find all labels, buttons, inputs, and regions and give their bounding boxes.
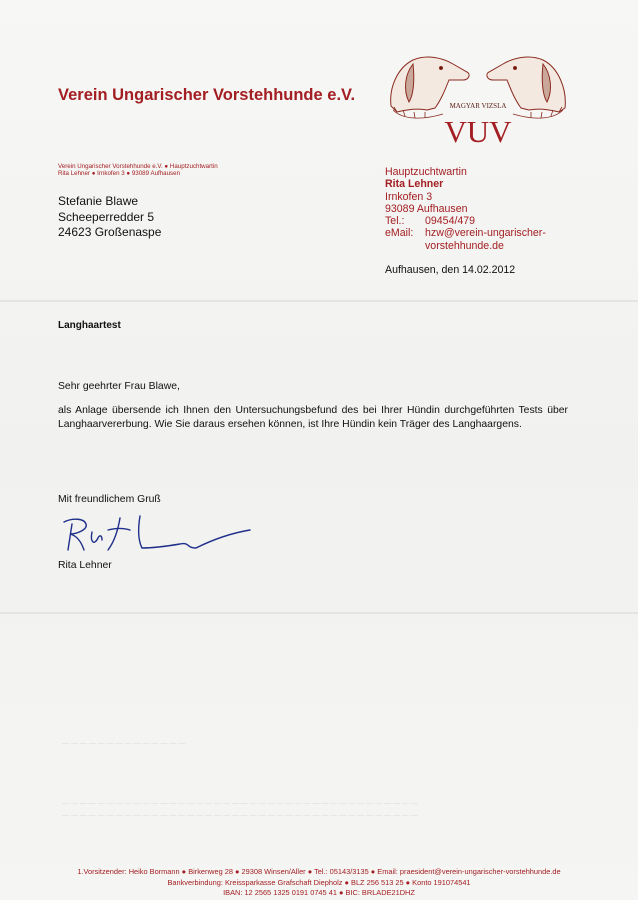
logo-banner-text: MAGYAR VIZSLA (449, 102, 507, 110)
signer-name: Rita Lehner (58, 560, 112, 571)
footer-line-1: 1.Vorsitzender: Heiko Bormann ● Birkenweg 28 ● 29308 Winsen/Aller ● Tel.: 05143/3135 ● Email: praesident@verein-ungarischer-vorstehhunde.de (77, 867, 561, 876)
contact-name: Rita Lehner (385, 178, 444, 191)
closing: Mit freundlichem Gruß (58, 494, 161, 505)
show-through-text: — — — — — — — — — — — — — — — — — — — — — — — — — — — — — — — — — — — — — — — — (62, 812, 418, 819)
tel-value: 09454/479 (425, 215, 476, 228)
show-through-text: — — — — — — — — — — — — — — — — — — — — — — — — — — — — — — — — — — — — — — — — (62, 800, 418, 807)
sender-return-address (58, 163, 218, 177)
signature-image (58, 508, 258, 558)
email-label: eMail: (385, 227, 414, 240)
footer-line-2: Bankverbindung: Kreissparkasse Grafschaft Diepholz ● BLZ 256 513 25 ● Konto 191074541 (167, 877, 471, 887)
recipient-street: Scheeperredder 5 (58, 209, 155, 224)
recipient-name: Stefanie Blawe (58, 194, 139, 208)
email-value-line-2: vorstehhunde.de (425, 239, 504, 252)
contact-city: 93089 Aufhausen (385, 202, 468, 215)
logo-abbreviation: VUV (444, 114, 512, 148)
contact-street: Irnkofen 3 (385, 190, 433, 203)
date-line: Aufhausen, den 14.02.2012 (385, 264, 516, 276)
contact-role: Hauptzuchtwartin (385, 166, 467, 178)
footer-line-3: IBAN: 12 2565 1325 0191 0745 41 ● BIC: BRLADE21DHZ (223, 888, 415, 898)
vizsla-logo (383, 50, 573, 148)
email-value (425, 227, 546, 252)
letter-body: als Anlage übersende ich Ihnen den Untersuchungsbefund des bei Ihrer Hündin durchgeführten Tests über Langhaarvererbung. Wie Sie daraus ersehen können, ist Ihre Hündin kein Träger des Langhaargens. (58, 405, 568, 430)
paper-fold (0, 612, 638, 614)
sender-line-2: Rita Lehner ● Irnkofen 3 ● 93089 Aufhausen (58, 170, 181, 177)
organization-name: Verein Ungarischer Vorstehhunde e.V. (58, 86, 356, 104)
letter-subject: Langhaartest (58, 320, 121, 331)
tel-label: Tel.: (385, 215, 405, 228)
show-through-text: — — — — — — — — — — — — — — (62, 740, 186, 747)
salutation: Sehr geehrter Frau Blawe, (58, 381, 180, 392)
contact-block (385, 166, 546, 252)
paper-fold (0, 300, 638, 302)
email-value-line-1: hzw@verein-ungarischer- (425, 227, 546, 240)
recipient-address (58, 194, 161, 241)
letter-footer (0, 867, 638, 899)
sender-line-1: Verein Ungarischer Vorstehhunde e.V. ● Hauptzuchtwartin (58, 163, 218, 170)
recipient-city: 24623 Großenaspe (58, 225, 162, 239)
contact-email-row (385, 227, 546, 252)
contact-tel-row (385, 215, 546, 227)
